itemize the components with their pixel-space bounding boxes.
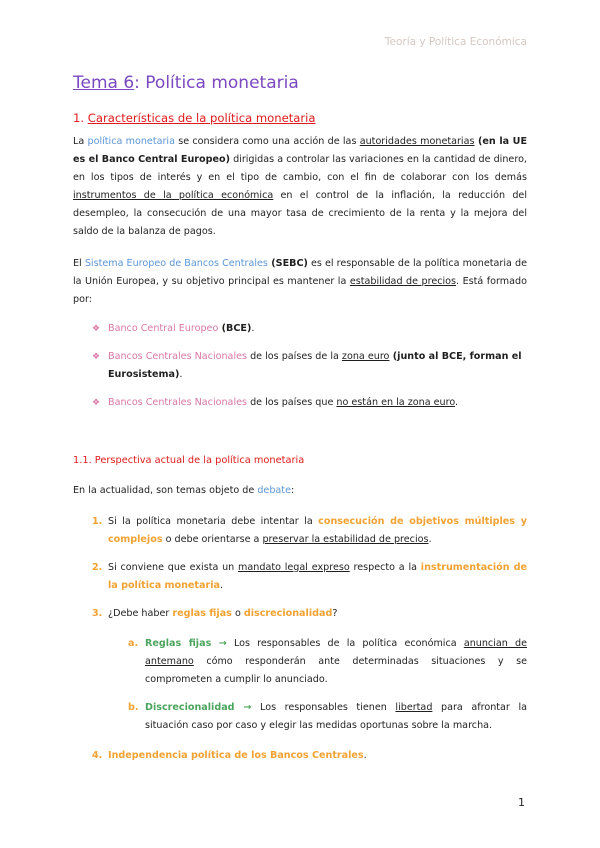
text-run: En la actualidad, son temas objeto de	[73, 485, 258, 496]
highlight-term: debate	[257, 485, 291, 496]
text-run: Los responsables de la política económica	[226, 638, 464, 649]
list-item	[92, 320, 527, 338]
text-run: .	[455, 397, 459, 408]
highlight-term: Reglas fijas →	[145, 638, 227, 649]
underlined-term: anuncian de antemano	[145, 638, 527, 667]
highlight-term: Bancos Centrales Nacionales	[108, 397, 248, 408]
sub-item	[128, 699, 527, 735]
highlight-term: reglas fijas	[172, 608, 232, 619]
bold-text: (SEBC)	[267, 258, 308, 269]
underlined-term: mandato legal expreso	[238, 562, 350, 573]
numbered-item	[92, 513, 527, 549]
underlined-term: no están en la zona euro	[336, 397, 456, 408]
text-run: ¿Debe haber	[108, 608, 173, 619]
text-run: en el control de la inflación, la reducción del desempleo, la consecución de una mayor tasa de crecimiento de la renta y la mejora del saldo de la balanza de pagos.	[73, 190, 527, 237]
text-run: dirigidas a controlar las variaciones en la cantidad de dinero, en los tipos de interés y en el tipo de cambio, con el fin de colaborar con los demás	[73, 154, 527, 183]
text-run: se considera como una acción de las	[174, 136, 360, 147]
paragraph-sebc	[73, 255, 527, 309]
bold-text: (junto al BCE, forman el Eurosistema)	[108, 351, 522, 380]
sub-item	[128, 635, 527, 689]
underlined-term: instrumentos de la política económica	[73, 190, 274, 201]
highlight-term: política monetaria	[87, 136, 175, 147]
highlight-term: Bancos Centrales Nacionales	[108, 351, 248, 362]
underlined-term: libertad	[395, 702, 433, 713]
text-run: para afrontar la situación caso por caso y elegir las medidas oportunas sobre la marcha.	[145, 702, 527, 731]
underlined-term: preservar la estabilidad de precios	[262, 534, 429, 545]
list-item	[92, 394, 527, 412]
item-number: 2.	[92, 562, 103, 573]
text-run: El	[73, 258, 85, 269]
text-run: es el responsable de la política monetaria de la Unión Europea, y su objetivo principal es mantener la	[73, 258, 527, 287]
item-number: 1.	[92, 516, 103, 527]
text-run: .	[428, 534, 432, 545]
title-topic-number: Tema 6	[73, 73, 135, 93]
item-letter: a.	[128, 638, 139, 649]
underlined-term: autoridades monetarias	[359, 136, 475, 147]
highlight-term: discrecionalidad	[243, 608, 333, 619]
item-number: 3.	[92, 608, 103, 619]
item-number: 4.	[92, 750, 103, 761]
text-run: .	[251, 323, 255, 334]
bold-text: (en la UE es el Banco Central Europeo)	[73, 136, 527, 165]
text-run: . Está formado por:	[73, 276, 527, 305]
section-heading-1	[73, 111, 316, 125]
bold-text: (BCE)	[218, 323, 252, 334]
text-run: Si la política monetaria debe intentar la	[108, 516, 319, 527]
diamond-bullet-icon: ❖	[92, 352, 101, 362]
text-run: :	[290, 485, 295, 496]
text-run: Los responsables tienen	[251, 702, 396, 713]
diamond-bullet-icon: ❖	[92, 398, 101, 408]
numbered-item	[92, 559, 527, 595]
paragraph-definition	[73, 133, 527, 241]
numbered-item	[92, 747, 527, 765]
numbered-item	[92, 605, 527, 623]
list-item	[92, 348, 527, 384]
highlight-term: instrumentación de la política monetaria	[108, 562, 528, 591]
underlined-term: zona euro	[341, 351, 390, 362]
text-run: .	[363, 750, 367, 761]
paragraph-intro	[73, 482, 527, 500]
text-run: de los países de la	[247, 351, 342, 362]
text-run: .	[220, 580, 224, 591]
text-run: Si conviene que exista un	[108, 562, 239, 573]
running-header: Teoría y Política Económica	[384, 36, 527, 48]
page-number: 1	[518, 796, 525, 809]
text-run: ?	[332, 608, 338, 619]
text-run: La	[73, 136, 88, 147]
text-run: o debe orientarse a	[162, 534, 263, 545]
highlight-term: Banco Central Europeo	[108, 323, 219, 334]
highlight-term: Independencia política de los Bancos Centrales	[108, 750, 364, 761]
title-topic-name: : Política monetaria	[134, 73, 299, 93]
text-run: respecto a la	[349, 562, 421, 573]
subsection-heading: 1.1. Perspectiva actual de la política monetaria	[73, 455, 305, 466]
text-run: cómo responderán ante determinadas situaciones y se comprometen a cumplir lo anunciado.	[145, 656, 527, 685]
text-run: de los países que	[247, 397, 337, 408]
item-letter: b.	[128, 702, 139, 713]
diamond-bullet-icon: ❖	[92, 324, 101, 334]
section-heading-number: 1.	[73, 111, 88, 125]
highlight-term: Sistema Europeo de Bancos Centrales	[84, 258, 268, 269]
highlight-term: Discrecionalidad →	[145, 702, 252, 713]
page-title	[73, 73, 299, 93]
text-run: o	[231, 608, 244, 619]
underlined-term: estabilidad de precios	[349, 276, 457, 287]
highlight-term: consecución de objetivos múltiples y complejos	[108, 516, 527, 545]
section-heading-text: Características de la política monetaria	[87, 111, 316, 125]
text-run: .	[179, 369, 183, 380]
